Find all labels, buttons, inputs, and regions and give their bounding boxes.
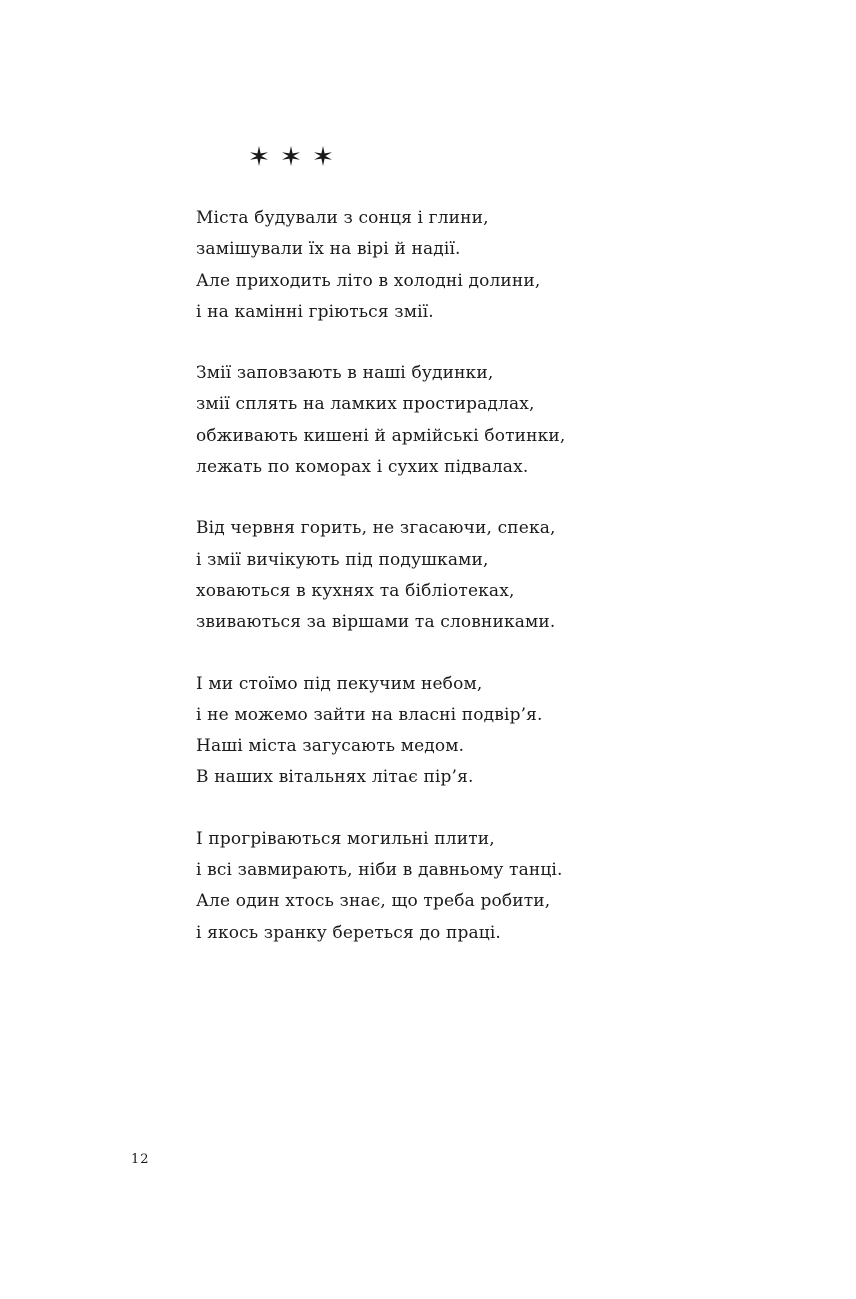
stanza-4 [196,669,796,794]
page-number: 12 [131,1152,150,1167]
poem-line: і всі завмирають, ніби в давньому танці. [196,860,563,881]
poem-line: Від червня горить, не згасаючи, спека, [196,518,556,539]
poem-line: лежать по коморах і сухих підвалах. [196,457,529,478]
poem [196,203,796,979]
cross-pattee-icon [248,145,270,167]
poem-line: і змії вичікують під подушками, [196,549,489,570]
poem-line: і не можемо зайти на власні подвір’я. [196,704,543,725]
poem-line: ховаються в кухнях та бібліотеках, [196,580,515,601]
poem-line: Змії заповзають в наші будинки, [196,363,494,384]
stanza-5 [196,824,796,949]
poem-line: і якось зранку береться до праці. [196,922,501,943]
poem-line: В наших вітальнях літає пір’я. [196,767,474,788]
poem-line: Наші міста загусають медом. [196,736,465,757]
stanza-2 [196,358,796,483]
poem-line: змії сплять на ламких простирадлах, [196,394,535,415]
poem-line: і на камінні гріються змії. [196,301,434,322]
ornament [248,145,334,167]
poem-line: замішували їх на вірі й надії. [196,239,461,260]
poem-line: Але приходить літо в холодні долини, [196,270,541,291]
cross-pattee-icon [312,145,334,167]
poem-line: звиваються за віршами та словниками. [196,612,556,633]
cross-pattee-icon [280,145,302,167]
poem-line: І прогріваються могильні плити, [196,828,495,849]
poem-line: Міста будували з сонця і глини, [196,208,489,228]
poem-line: обживають кишені й армійські ботинки, [196,425,566,446]
stanza-1 [196,203,796,328]
poem-line: Але один хтось знає, що треба робити, [196,891,551,912]
stanza-3 [196,513,796,638]
poem-line: І ми стоїмо під пекучим небом, [196,673,483,694]
